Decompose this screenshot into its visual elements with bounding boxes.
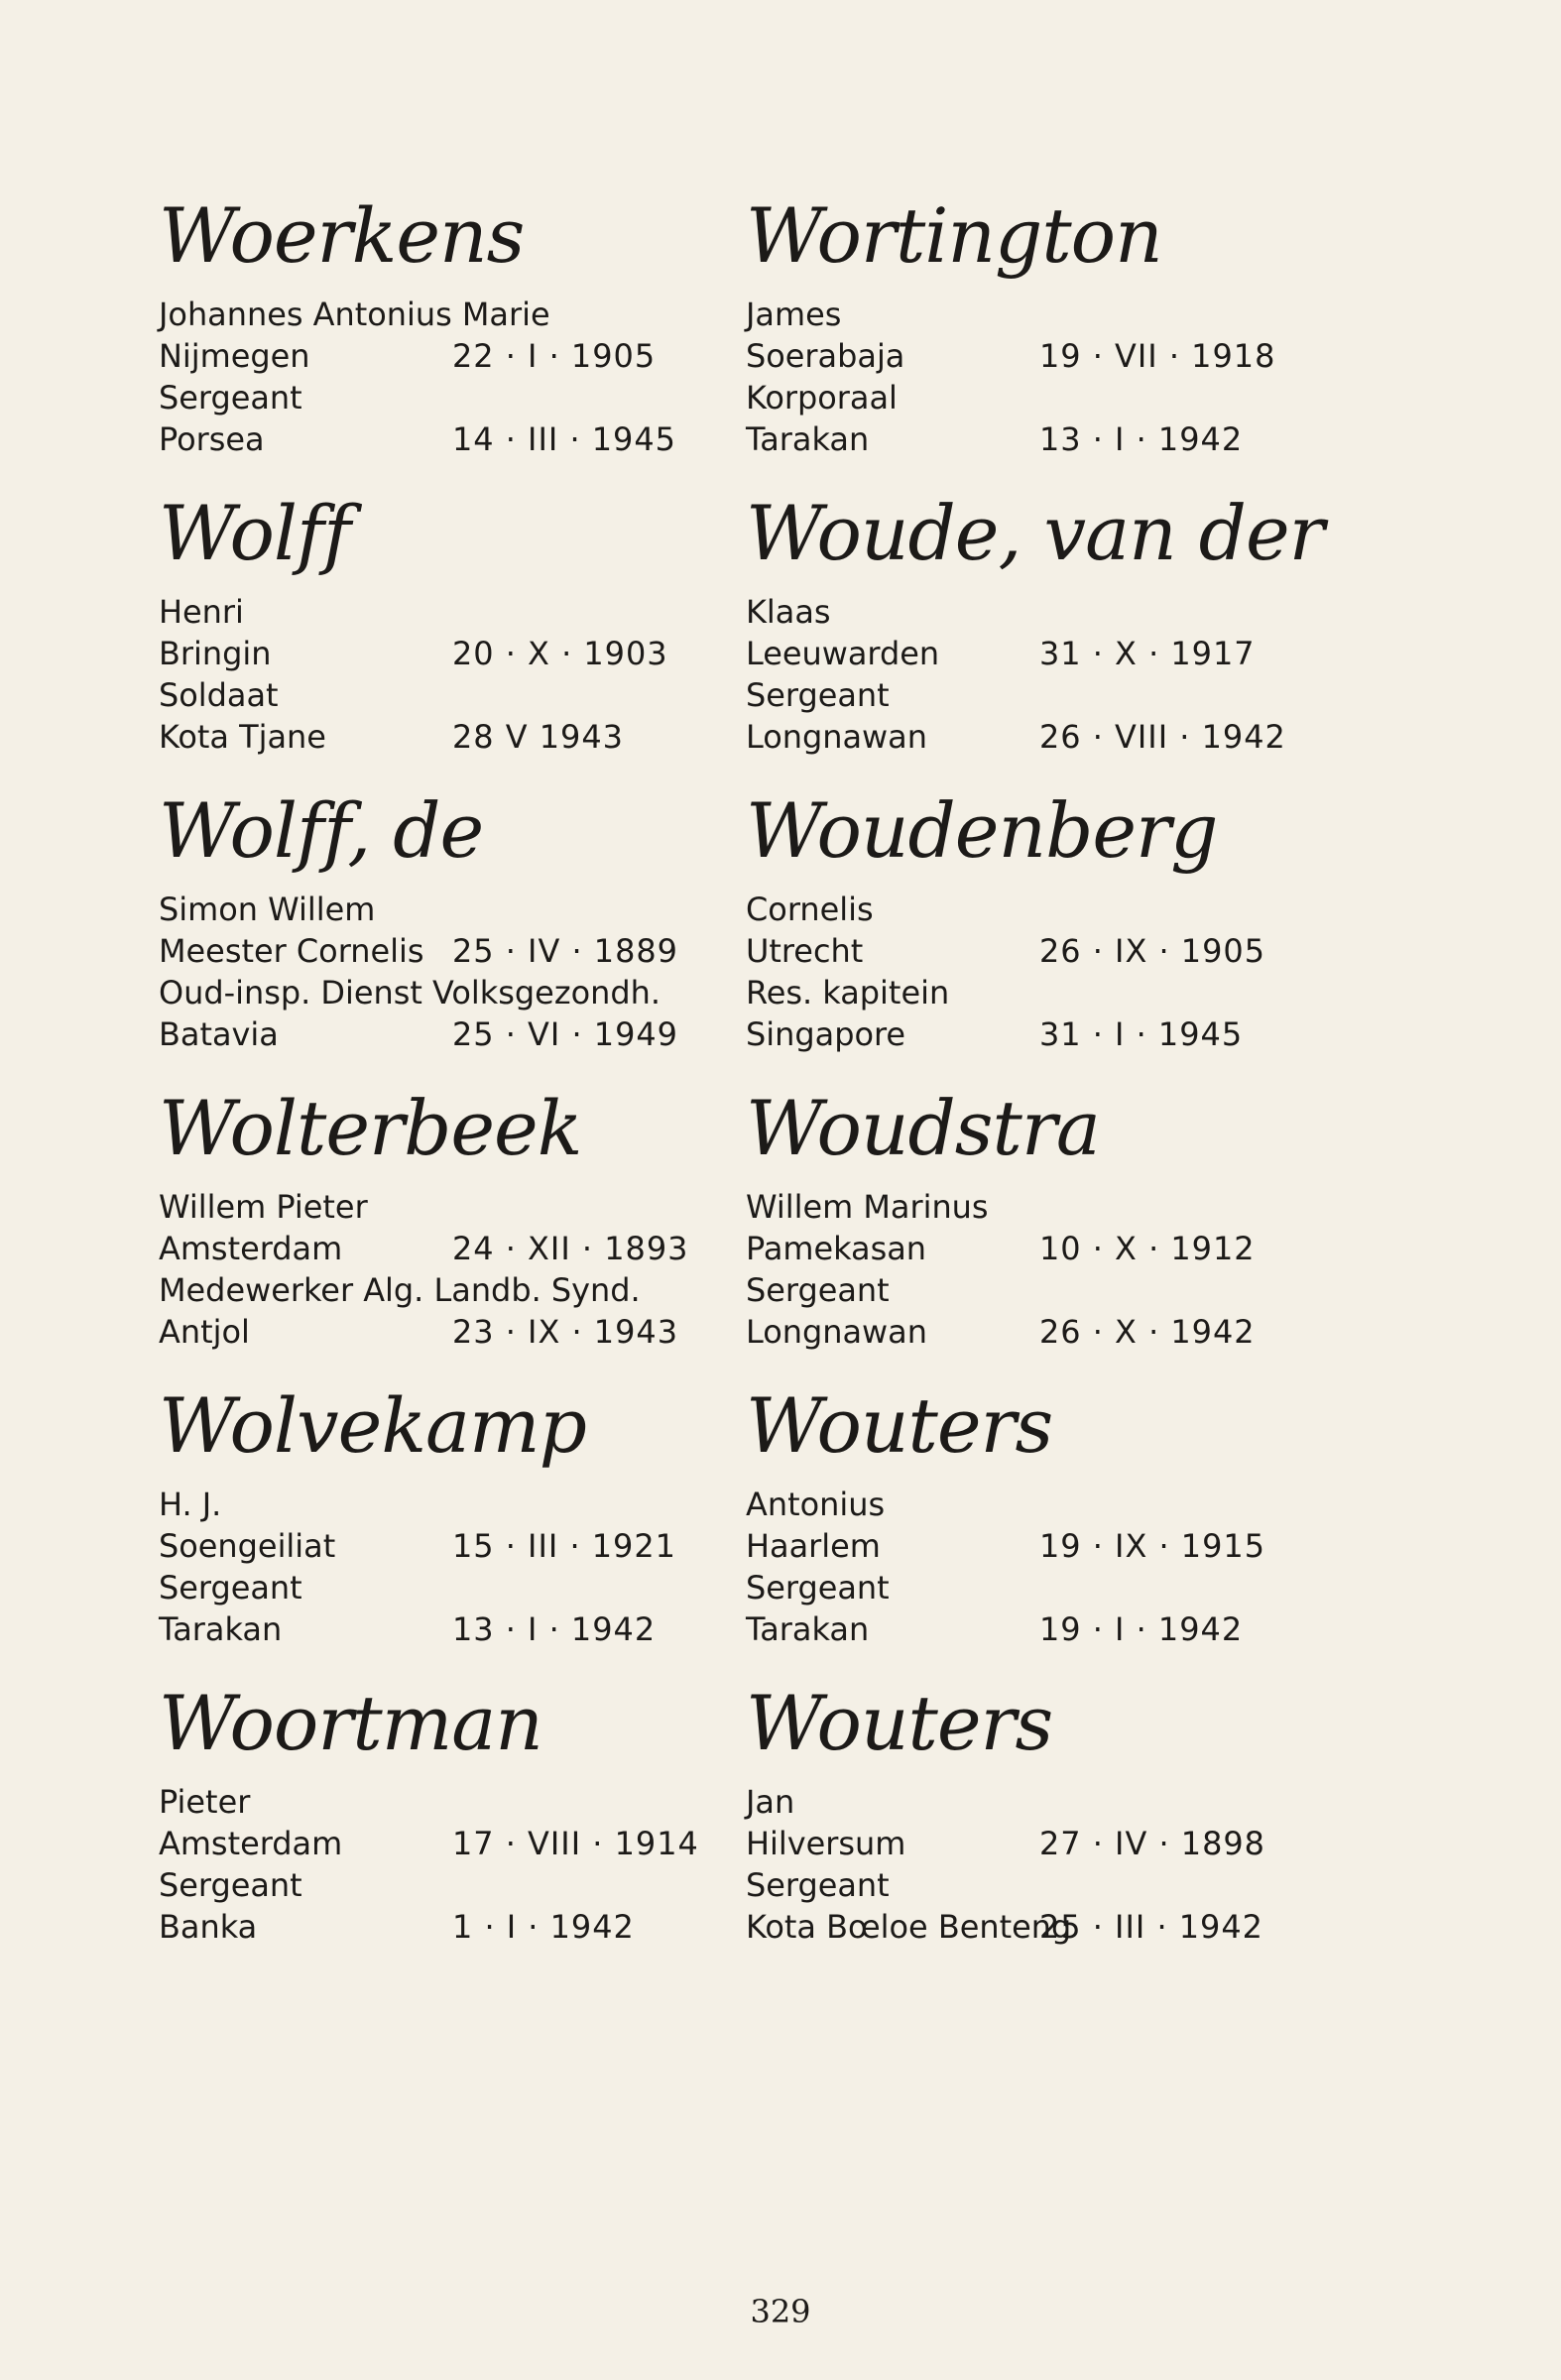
name-entry	[159, 1676, 774, 1973]
name-entry	[746, 1676, 1361, 1973]
birth-line	[746, 1228, 1361, 1269]
birth-line	[159, 1525, 774, 1567]
death-date: 25 · VI · 1949	[452, 1015, 678, 1053]
birth-place: Soerabaja	[746, 337, 905, 375]
name-entry	[159, 486, 774, 783]
death-date: 19 · I · 1942	[1039, 1610, 1244, 1648]
rank-line	[159, 1567, 774, 1608]
birth-date: 19 · IX · 1915	[1039, 1527, 1266, 1565]
birth-line	[159, 1228, 774, 1269]
given-names-line	[746, 1186, 1361, 1228]
left-column	[159, 188, 774, 1973]
given-names-line	[159, 1484, 774, 1525]
birth-line	[746, 633, 1361, 674]
birth-date: 31 · X · 1917	[1039, 635, 1256, 672]
death-date: 25 · III · 1942	[1039, 1908, 1263, 1946]
birth-place: Leeuwarden	[746, 635, 940, 672]
death-line	[159, 1906, 774, 1948]
death-line	[746, 418, 1361, 460]
death-date: 23 · IX · 1943	[452, 1313, 679, 1351]
rank-line	[159, 1864, 774, 1906]
rank-line	[746, 674, 1361, 716]
rank: Sergeant	[746, 1866, 890, 1904]
birth-date: 20 · X · 1903	[452, 635, 668, 672]
surname: Woude, van der	[746, 490, 1324, 577]
birth-date: 27 · IV · 1898	[1039, 1825, 1265, 1862]
surname: Wouters	[746, 1680, 1053, 1767]
death-line	[159, 1608, 774, 1650]
given-names-line	[746, 889, 1361, 930]
name-entry	[159, 188, 774, 486]
death-place: Longnawan	[746, 718, 927, 756]
birth-place: Meester Cornelis	[159, 932, 424, 970]
birth-line	[746, 1525, 1361, 1567]
birth-date: 25 · IV · 1889	[452, 932, 678, 970]
name-entry	[159, 1081, 774, 1378]
surname: Wolterbeek	[159, 1085, 582, 1172]
birth-place: Amsterdam	[159, 1825, 343, 1862]
name-entry	[746, 783, 1361, 1081]
page-number: 329	[750, 2293, 811, 2330]
birth-date: 15 · III · 1921	[452, 1527, 676, 1565]
death-line	[746, 1906, 1361, 1948]
given-names: Klaas	[746, 593, 831, 631]
birth-place: Hilversum	[746, 1825, 906, 1862]
rank: Sergeant	[746, 1569, 890, 1606]
given-names: Willem Pieter	[159, 1188, 368, 1226]
rank: Soldaat	[159, 676, 279, 714]
rank-line	[159, 1269, 774, 1311]
birth-date: 19 · VII · 1918	[1039, 337, 1276, 375]
rank-line	[159, 377, 774, 418]
death-line	[159, 418, 774, 460]
rank: Oud-insp. Dienst Volksgezondh.	[159, 974, 660, 1012]
given-names: Willem Marinus	[746, 1188, 989, 1226]
death-place: Singapore	[746, 1015, 906, 1053]
given-names-line	[159, 1186, 774, 1228]
given-names: Cornelis	[746, 891, 874, 928]
death-line	[159, 1311, 774, 1353]
given-names: Simon Willem	[159, 891, 376, 928]
rank-line	[746, 1269, 1361, 1311]
rank-line	[746, 1864, 1361, 1906]
death-date: 13 · I · 1942	[452, 1610, 657, 1648]
rank-line	[746, 1567, 1361, 1608]
death-place: Porsea	[159, 420, 265, 458]
given-names: James	[746, 296, 842, 333]
death-date: 26 · X · 1942	[1039, 1313, 1256, 1351]
birth-date: 10 · X · 1912	[1039, 1230, 1256, 1267]
birth-place: Pamekasan	[746, 1230, 927, 1267]
surname: Wolff, de	[159, 787, 484, 875]
death-line	[746, 716, 1361, 758]
rank: Medewerker Alg. Landb. Synd.	[159, 1271, 641, 1309]
birth-line	[159, 335, 774, 377]
death-place: Tarakan	[746, 1610, 870, 1648]
birth-line	[746, 335, 1361, 377]
birth-line	[746, 930, 1361, 972]
name-entry	[746, 188, 1361, 486]
surname: Woudstra	[746, 1085, 1100, 1172]
birth-place: Utrecht	[746, 932, 864, 970]
rank: Res. kapitein	[746, 974, 950, 1012]
surname: Woudenberg	[746, 787, 1218, 875]
rank: Sergeant	[159, 1569, 302, 1606]
birth-date: 17 · VIII · 1914	[452, 1825, 699, 1862]
given-names-line	[159, 1781, 774, 1823]
name-entry	[746, 486, 1361, 783]
birth-line	[159, 930, 774, 972]
surname: Wouters	[746, 1382, 1053, 1470]
death-line	[746, 1608, 1361, 1650]
name-entry	[159, 783, 774, 1081]
birth-place: Haarlem	[746, 1527, 881, 1565]
rank: Korporaal	[746, 379, 898, 416]
death-line	[159, 716, 774, 758]
death-place: Tarakan	[159, 1610, 283, 1648]
birth-place: Amsterdam	[159, 1230, 343, 1267]
death-line	[159, 1013, 774, 1055]
given-names-line	[159, 889, 774, 930]
death-place: Tarakan	[746, 420, 870, 458]
death-date: 28 V 1943	[452, 718, 624, 756]
birth-place: Soengeiliat	[159, 1527, 336, 1565]
surname: Wolff	[159, 490, 350, 577]
death-place: Batavia	[159, 1015, 279, 1053]
surname: Wortington	[746, 192, 1162, 280]
given-names: Antonius	[746, 1486, 886, 1523]
death-date: 13 · I · 1942	[1039, 420, 1244, 458]
given-names: Pieter	[159, 1783, 251, 1821]
rank: Sergeant	[159, 379, 302, 416]
given-names-line	[746, 591, 1361, 633]
given-names: Henri	[159, 593, 244, 631]
death-line	[746, 1013, 1361, 1055]
given-names-line	[746, 1484, 1361, 1525]
birth-line	[159, 1823, 774, 1864]
death-place: Kota Tjane	[159, 718, 326, 756]
surname: Woerkens	[159, 192, 525, 280]
given-names: Jan	[746, 1783, 795, 1821]
given-names-line	[746, 294, 1361, 335]
death-date: 26 · VIII · 1942	[1039, 718, 1286, 756]
rank-line	[746, 377, 1361, 418]
given-names-line	[746, 1781, 1361, 1823]
birth-date: 22 · I · 1905	[452, 337, 657, 375]
death-line	[746, 1311, 1361, 1353]
death-place: Banka	[159, 1908, 258, 1946]
given-names: H. J.	[159, 1486, 222, 1523]
rank-line	[746, 972, 1361, 1013]
surname: Woortman	[159, 1680, 542, 1767]
birth-date: 24 · XII · 1893	[452, 1230, 689, 1267]
given-names-line	[159, 294, 774, 335]
given-names-line	[159, 591, 774, 633]
surname: Wolvekamp	[159, 1382, 586, 1470]
rank: Sergeant	[746, 676, 890, 714]
death-date: 14 · III · 1945	[452, 420, 676, 458]
death-place: Antjol	[159, 1313, 250, 1351]
rank: Sergeant	[746, 1271, 890, 1309]
name-entry	[159, 1378, 774, 1676]
rank-line	[159, 674, 774, 716]
death-date: 31 · I · 1945	[1039, 1015, 1244, 1053]
death-place: Longnawan	[746, 1313, 927, 1351]
death-date: 1 · I · 1942	[452, 1908, 635, 1946]
birth-place: Bringin	[159, 635, 272, 672]
birth-place: Nijmegen	[159, 337, 310, 375]
birth-line	[159, 633, 774, 674]
death-place: Kota Bœloe Benteng	[746, 1908, 1072, 1946]
rank-line	[159, 972, 774, 1013]
right-column	[746, 188, 1361, 1973]
birth-date: 26 · IX · 1905	[1039, 932, 1266, 970]
given-names: Johannes Antonius Marie	[159, 296, 550, 333]
rank: Sergeant	[159, 1866, 302, 1904]
name-entry	[746, 1081, 1361, 1378]
name-entry	[746, 1378, 1361, 1676]
birth-line	[746, 1823, 1361, 1864]
